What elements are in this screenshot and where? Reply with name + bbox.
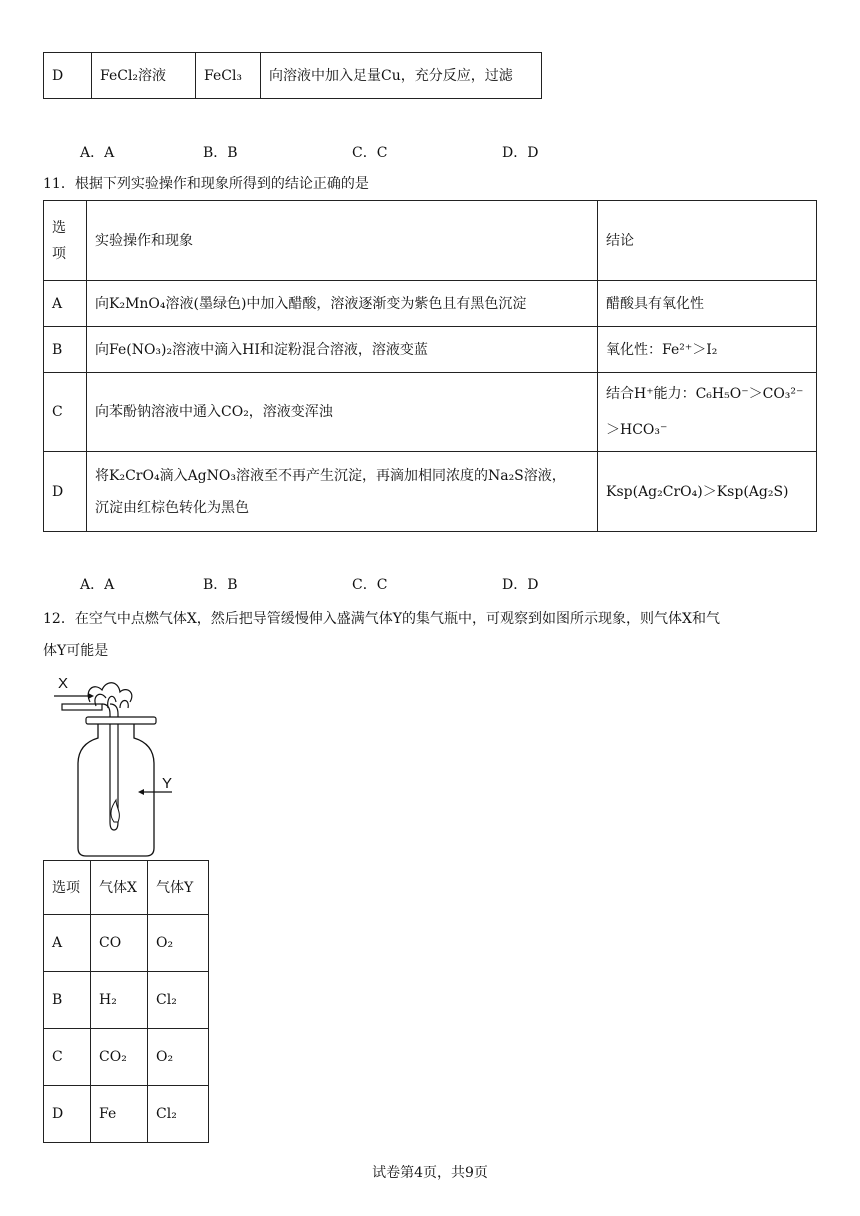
option-cell: D xyxy=(44,452,87,532)
conclusion-cell: Ksp(Ag₂CrO₄)＞Ksp(Ag₂S) xyxy=(598,452,817,532)
table-row xyxy=(44,373,817,452)
operation-cell: 向苯酚钠溶液中通入CO₂，溶液变浑浊 xyxy=(87,373,598,452)
choice-c[interactable]: C．C xyxy=(352,145,388,161)
question-12-stem-line1: 12．在空气中点燃气体X，然后把导管缓慢伸入盛满气体Y的集气瓶中，可观察到如图所示现象，则气体X和气 xyxy=(43,611,720,627)
question-11-stem: 11．根据下列实验操作和现象所得到的结论正确的是 xyxy=(43,176,369,192)
question-12-stem-line2: 体Y可能是 xyxy=(43,643,109,659)
jar-stopper xyxy=(86,717,156,724)
conclusion-line2: ＞HCO₃⁻ xyxy=(606,422,668,438)
operation-cell xyxy=(87,452,598,532)
choice-a[interactable]: A．A xyxy=(80,577,115,593)
table-row xyxy=(44,1029,209,1086)
gas-x-cell: CO xyxy=(91,915,148,972)
question-11-table xyxy=(43,200,817,532)
choice-c[interactable]: C．C xyxy=(352,577,388,593)
gas-y-cell: Cl₂ xyxy=(148,1086,209,1143)
choice-b[interactable]: B．B xyxy=(203,145,238,161)
prev-question-table xyxy=(43,52,542,99)
header-gas-x: 气体X xyxy=(91,861,148,915)
choice-d[interactable]: D．D xyxy=(502,577,539,593)
choice-a[interactable]: A．A xyxy=(80,145,115,161)
table-row xyxy=(44,281,817,327)
table-row xyxy=(44,452,817,532)
choice-d[interactable]: D．D xyxy=(502,145,539,161)
method-cell: 向溶液中加入足量Cu，充分反应，过滤 xyxy=(261,53,542,99)
conclusion-cell: 氧化性：Fe²⁺＞I₂ xyxy=(598,327,817,373)
header-operation: 实验操作和现象 xyxy=(87,201,598,281)
header-option: 选项 xyxy=(44,861,91,915)
option-cell: D xyxy=(44,53,92,99)
label-x: X xyxy=(58,675,69,692)
option-cell: A xyxy=(44,281,87,327)
option-cell: C xyxy=(44,1029,91,1086)
gas-y-cell: Cl₂ xyxy=(148,972,209,1029)
gas-x-cell: CO₂ xyxy=(91,1029,148,1086)
option-cell: B xyxy=(44,972,91,1029)
gas-y-cell: O₂ xyxy=(148,1029,209,1086)
table-row xyxy=(44,972,209,1029)
conclusion-line1: 结合H⁺能力：C₆H₅O⁻＞CO₃²⁻ xyxy=(606,386,804,402)
conclusion-cell xyxy=(598,373,817,452)
y-arrow-head xyxy=(138,789,144,795)
page-footer: 试卷第4页，共9页 xyxy=(372,1165,488,1181)
header-option-line2: 项 xyxy=(52,245,66,262)
option-cell: C xyxy=(44,373,87,452)
gas-x-cell: Fe xyxy=(91,1086,148,1143)
table-row xyxy=(44,915,209,972)
header-option-line1: 选 xyxy=(52,219,66,236)
header-gas-y: 气体Y xyxy=(148,861,209,915)
gas-jar-figure xyxy=(50,672,190,862)
option-cell: B xyxy=(44,327,87,373)
option-cell: A xyxy=(44,915,91,972)
gas-y-cell: O₂ xyxy=(148,915,209,972)
header-conclusion: 结论 xyxy=(598,201,817,281)
label-y: Y xyxy=(162,775,173,792)
gas-x-cell: H₂ xyxy=(91,972,148,1029)
table-row xyxy=(44,327,817,373)
option-cell: D xyxy=(44,1086,91,1143)
header-option xyxy=(44,201,87,281)
table-row xyxy=(44,1086,209,1143)
choice-b[interactable]: B．B xyxy=(203,577,238,593)
table-header-row xyxy=(44,861,209,915)
substance-cell: FeCl₂溶液 xyxy=(92,53,196,99)
table-header-row xyxy=(44,201,817,281)
table-row xyxy=(44,53,542,99)
operation-line2: 沉淀由红棕色转化为黑色 xyxy=(95,499,249,516)
impurity-cell: FeCl₃ xyxy=(196,53,261,99)
operation-cell: 向Fe(NO₃)₂溶液中滴入HI和淀粉混合溶液，溶液变蓝 xyxy=(87,327,598,373)
question-12-table xyxy=(43,860,209,1143)
operation-line1: 将K₂CrO₄滴入AgNO₃溶液至不再产生沉淀，再滴加相同浓度的Na₂S溶液， xyxy=(95,467,566,484)
conclusion-cell: 醋酸具有氧化性 xyxy=(598,281,817,327)
operation-cell: 向K₂MnO₄溶液(墨绿色)中加入醋酸，溶液逐渐变为紫色且有黑色沉淀 xyxy=(87,281,598,327)
